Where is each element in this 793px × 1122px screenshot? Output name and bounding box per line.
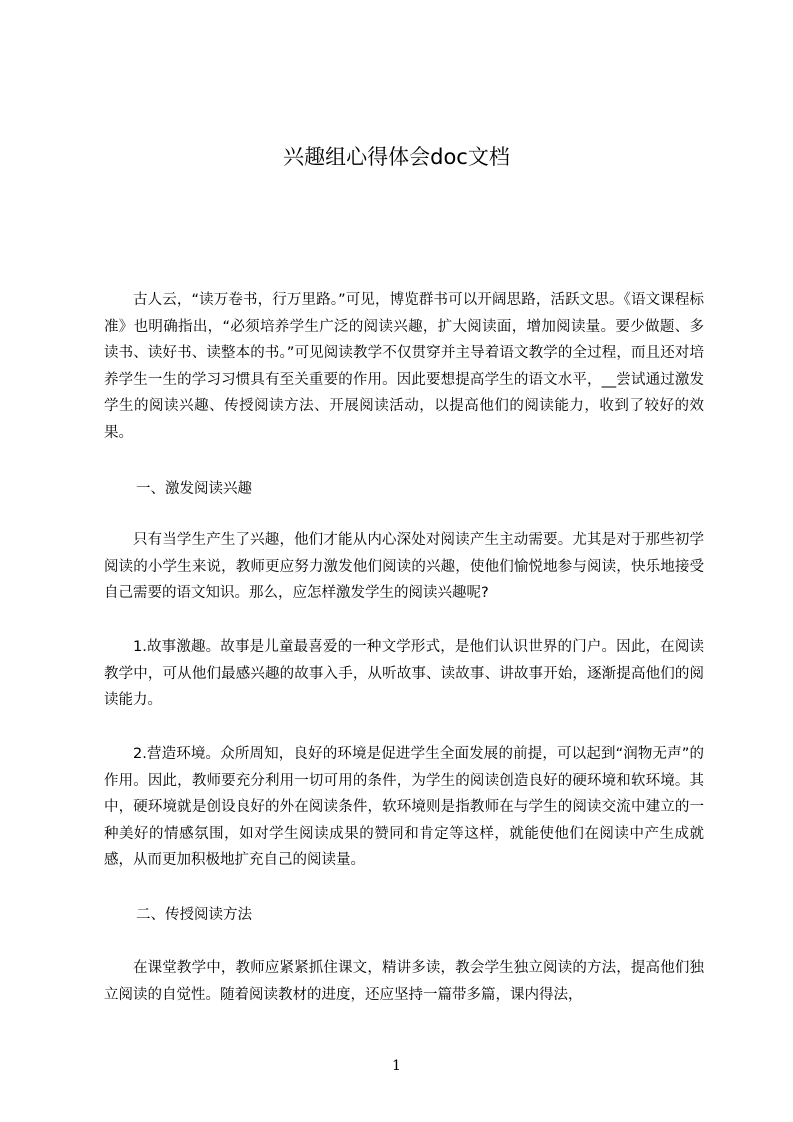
paragraph-method: 在课堂教学中，教师应紧紧抓住课文，精讲多读，教会学生独立阅读的方法，提高他们独立阅读的自觉性。随着阅读教材的进度，还应坚持一篇带多篇，课内得法， — [104, 960, 704, 1003]
paragraph-environment: 2.营造环境。众所周知，良好的环境是促进学生全面发展的前提，可以起到“润物无声”的作用。因此，教师要充分利用一切可用的条件，为学生的阅读创造良好的硬环境和软环境。其中，硬环境就是创设良好的外在阅读条件，软环境则是指教师在与学生的阅读交流中建立的一种美好的情感氛围，如对学生阅读成果的赞同和肯定等这样，就能使他们在阅读中产生成就感，从而更加积极地扩充自己的阅读量。 — [104, 746, 704, 868]
section-heading-2: 二、传授阅读方法 — [136, 907, 252, 923]
paragraph-story: 1.故事激趣。故事是儿童最喜爱的一种文学形式，是他们认识世界的门户。因此，在阅读教学中，可从他们最感兴趣的故事入手，从听故事、读故事、讲故事开始，逐渐提高他们的阅读能力。 — [104, 639, 704, 708]
document-title: 兴趣组心得体会doc文档 — [283, 145, 510, 169]
section-heading-1: 一、激发阅读兴趣 — [136, 481, 252, 497]
intro-paragraph: 古人云，“读万卷书，行万里路。”可见，博览群书可以开阔思路，活跃文思。《语文课程标准》也明确指出，“必须培养学生广泛的阅读兴趣，扩大阅读面，增加阅读量。要少做题、多读书、读好书、读整本的书。”可见阅读教学不仅贯穿并主导着语文教学的全过程，而且还对培养学生一生的学习习惯具有至关重要的作用。因此要想提高学生的语文水平，__尝试通过激发学生的阅读兴趣、传授阅读方法、开展阅读活动，以提高他们的阅读能力，收到了较好的效果。 — [104, 292, 704, 441]
page-number: 1 — [392, 1058, 401, 1074]
paragraph-interest: 只有当学生产生了兴趣，他们才能从内心深处对阅读产生主动需要。尤其是对于那些初学阅读的小学生来说，教师更应努力激发他们阅读的兴趣，使他们愉悦地参与阅读，快乐地接受自己需要的语文知识。那么，应怎样激发学生的阅读兴趣呢? — [104, 532, 704, 601]
